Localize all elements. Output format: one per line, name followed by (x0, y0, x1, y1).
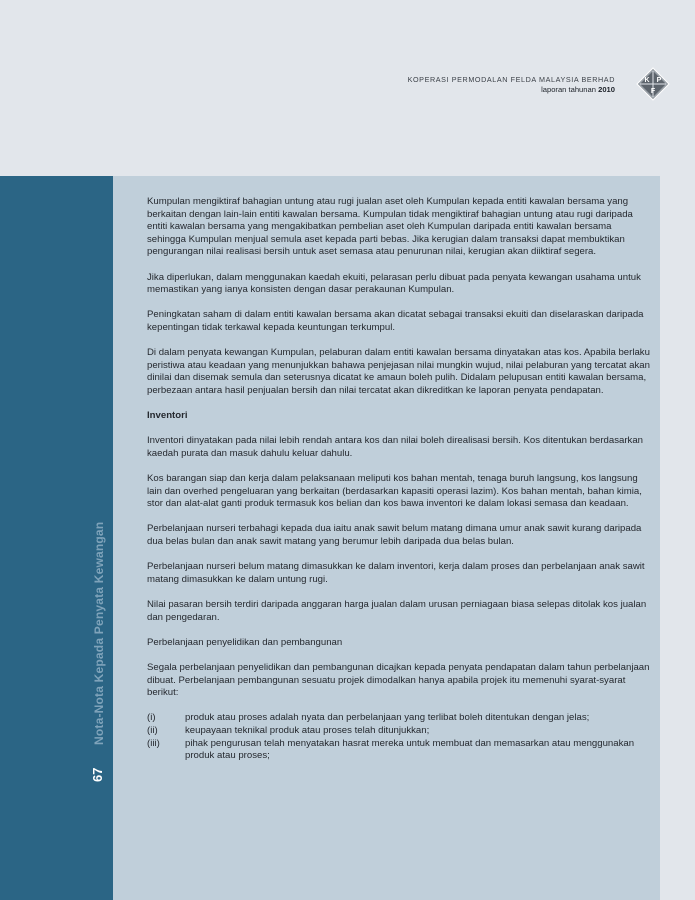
logo-letter-p: P (656, 77, 662, 84)
list-item-text: produk atau proses adalah nyata dan perbelanjaan yang terlibat boleh ditentukan dengan jelas; (185, 712, 590, 724)
page-number: 67 (90, 767, 105, 782)
paragraph: Di dalam penyata kewangan Kumpulan, pelaburan dalam entiti kawalan bersama dinyatakan atas kos. Apabila berlaku peristiwa atau keadaan yang menunjukkan bahawa penjejasan nilai mungkin wujud, nilai pelaburan yang tercatat akan dinilai dan disemak semula dan seterusnya dicatat ke amaun boleh pulih. Didalam pelupusan entiti kawalan bersama, perbezaan antara hasil penjualan bersih dan nilai tercatat akan dikreditkan ke laporan penyata pendapatan. (147, 347, 650, 396)
paragraph: Kumpulan mengiktiraf bahagian untung atau rugi jualan aset oleh Kumpulan kepada entiti kawalan bersama yang berkaitan dengan lain-lain entiti kawalan bersama. Kumpulan tidak mengiktiraf bahagian untung atau rugi daripada entiti kawalan bersama yang mengakibatkan pembelian aset oleh Kumpulan daripada entiti kawalan bersama sehingga Kumpulan menjual semula aset kepada parti bebas. Jika kerugian dalam transaksi dapat membuktikan pengurangan nilai realisasi bersih untuk aset semasa atau penurunan nilai, kerugian akan diiktiraf segera. (147, 196, 633, 258)
list-item-number: (iii) (147, 737, 160, 749)
list-item-text: keupayaan teknikal produk atau proses telah ditunjukkan; (185, 724, 430, 736)
organization-name: KOPERASI PERMODALAN FELDA MALAYSIA BERHAD (407, 75, 615, 84)
conditions-list (147, 712, 652, 762)
paragraph: Inventori dinyatakan pada nilai lebih rendah antara kos dan nilai boleh direalisasi bersih. Kos ditentukan berdasarkan kaedah purata dan masuk dahulu keluar dahulu. (147, 435, 643, 459)
logo-letter-k: K (644, 77, 650, 84)
report-title-prefix: laporan tahunan (541, 85, 596, 94)
list-item (147, 712, 652, 725)
paragraph: Kos barangan siap dan kerja dalam pelaksanaan meliputi kos bahan mentah, tenaga buruh langsung, kos langsung lain dan overhed pengeluaran yang berkaitan (berdasarkan kapasiti operasi lazim). Kos bahan mentah, bahan kimia, stor dan alat-alat ganti produk termasuk kos belian dan kos bawa inventori ke dalam lokasi semasa dan keadaan. (147, 473, 642, 510)
heading-inventori: Inventori (147, 410, 188, 422)
paragraph: Segala perbelanjaan penyelidikan dan pembangunan dicajkan kepada penyata pendapatan dalam tahun perbelanjaan dibuat. Perbelanjaan pembangunan sesuatu projek dimodalkan hanya apabila projek itu memenuhi syarat-syarat berikut: (147, 661, 650, 699)
paragraph: Perbelanjaan nurseri belum matang dimasukkan ke dalam inventori, kerja dalam proses dan perbelanjaan anak sawit matang dimasukkan ke dalam untung rugi. (147, 561, 645, 585)
body-text (147, 196, 652, 763)
section-title-vertical: Nota-Nota Kepada Penyata Kewangan (92, 521, 106, 745)
paragraph: Perbelanjaan nurseri terbahagi kepada dua iaitu anak sawit belum matang dimana umur anak sawit kurang daripada dua belas bulan dan anak sawit matang yang berumur lebih daripada dua belas bulan. (147, 523, 642, 548)
logo-letter-f: F (650, 88, 656, 95)
list-item-number: (i) (147, 712, 156, 724)
report-header (408, 75, 615, 95)
list-item (147, 738, 652, 763)
paragraph: Peningkatan saham di dalam entiti kawalan bersama akan dicatat sebagai transaksi ekuiti dan diselaraskan daripada kepentingan tidak terkawal kepada keuntungan terkumpul. (147, 309, 644, 333)
report-year: 2010 (598, 85, 615, 94)
list-item-number: (ii) (147, 724, 158, 736)
subheading-research: Perbelanjaan penyelidikan dan pembangunan (147, 636, 343, 648)
report-title (408, 85, 615, 95)
paragraph: Jika diperlukan, dalam menggunakan kaedah ekuiti, pelarasan perlu dibuat pada penyata kewangan usahama untuk memastikan yang ianya konsisten dengan dasar perakaunan Kumpulan. (147, 271, 641, 296)
kpf-logo-icon (636, 67, 670, 101)
list-item-text: pihak pengurusan telah menyatakan hasrat mereka untuk membuat dan memasarkan atau menggunakan produk atau proses; (185, 737, 635, 762)
paragraph: Nilai pasaran bersih terdiri daripada anggaran harga jualan dalam urusan perniagaan biasa selepas ditolak kos jualan dan pengedaran. (147, 599, 647, 623)
list-item (147, 725, 652, 738)
